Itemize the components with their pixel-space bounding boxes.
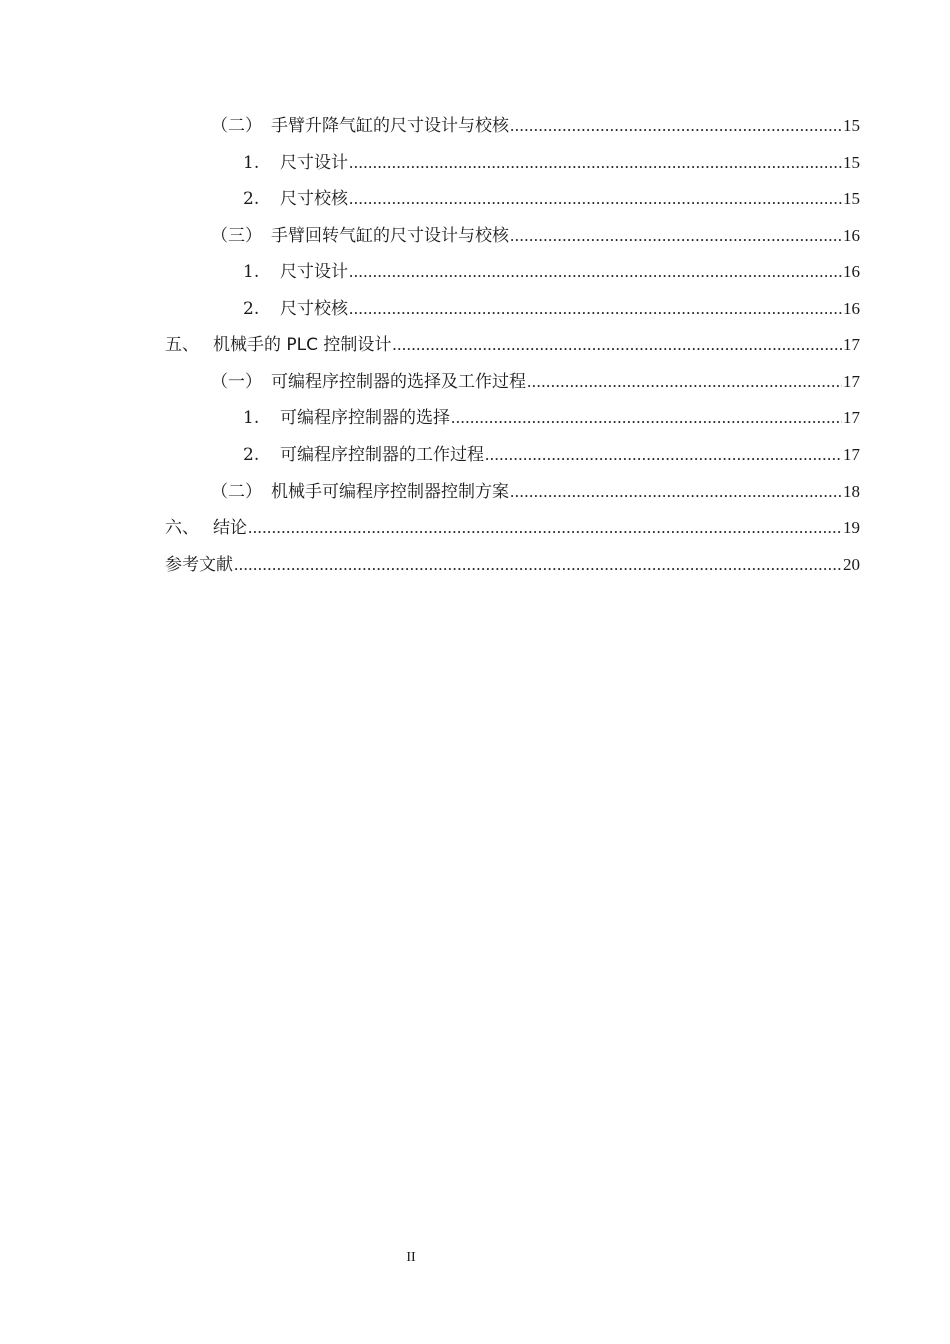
toc-entry[interactable] [211,474,860,510]
toc-entry-title: 尺寸校核 [280,189,348,209]
toc-entry-title: 尺寸设计 [280,262,348,282]
toc-entry-number: 2. [243,189,260,209]
toc-entry-page: 16 [843,299,860,318]
toc-leader-dots [527,364,842,400]
toc-leader-dots [510,218,842,254]
toc-entry-number: 2. [243,445,260,465]
toc-entry-page: 16 [843,262,860,281]
toc-entry-page: 17 [843,408,860,427]
toc-entry-number: （二） [211,116,262,136]
toc-entry-page: 16 [843,226,860,245]
toc-entry-page: 15 [843,189,860,208]
toc-entry-title: 可编程序控制器的选择 [280,408,450,428]
toc-leader-dots [392,327,842,363]
toc-entry[interactable] [243,181,860,217]
toc-leader-dots [510,108,842,144]
toc-entry-number: 1. [243,153,260,173]
toc-entry-page: 15 [843,116,860,135]
toc-entry[interactable] [243,400,860,436]
toc-entry-page: 20 [843,555,860,574]
page-footer-number: II [406,1250,416,1265]
toc-entry-title: 尺寸校核 [280,299,348,319]
toc-entry-number: （二） [211,482,262,502]
toc-leader-dots [349,145,842,181]
toc-entry-number: 六、 [165,518,199,538]
toc-entry-title: 手臂升降气缸的尺寸设计与校核 [271,116,509,136]
toc-entry-title: 尺寸设计 [280,153,348,173]
toc-entry-number: 五、 [165,335,199,355]
toc-entry-title: 机械手可编程序控制器控制方案 [271,482,509,502]
toc-leader-dots [234,547,842,583]
toc-entry-title: 结论 [213,518,247,538]
toc-entry-page: 17 [843,372,860,391]
toc-leader-dots [349,291,842,327]
toc-leader-dots [349,181,842,217]
toc-entry[interactable] [243,437,860,473]
toc-entry-title: 手臂回转气缸的尺寸设计与校核 [271,226,509,246]
toc-entry-page: 18 [843,482,860,501]
toc-entry-page: 17 [843,445,860,464]
toc-entry-number: 1. [243,408,260,428]
toc-entry[interactable] [165,327,860,363]
toc-leader-dots [349,254,842,290]
toc-leader-dots [485,437,842,473]
toc-entry[interactable] [243,291,860,327]
toc-entry-title: 机械手的 PLC 控制设计 [213,335,392,355]
toc-leader-dots [451,400,842,436]
toc-entry-number: （三） [211,226,262,246]
toc-entry-page: 15 [843,153,860,172]
toc-entry[interactable] [243,145,860,181]
toc-entry[interactable] [211,108,860,144]
toc-entry[interactable] [165,510,860,546]
toc-entry-page: 19 [843,518,860,537]
toc-entry-title: 可编程序控制器的工作过程 [280,445,484,465]
toc-entry-title: 可编程序控制器的选择及工作过程 [271,372,526,392]
toc-entry[interactable] [243,254,860,290]
toc-entry-number: （一） [211,372,262,392]
toc-entry-number: 1. [243,262,260,282]
toc-leader-dots [248,510,842,546]
toc-leader-dots [510,474,842,510]
toc-entry-title: 参考文献 [165,555,233,575]
toc-entry[interactable] [211,218,860,254]
toc-entry[interactable] [165,547,860,583]
toc-entry-number: 2. [243,299,260,319]
toc-entry[interactable] [211,364,860,400]
toc-entry-page: 17 [843,335,860,354]
